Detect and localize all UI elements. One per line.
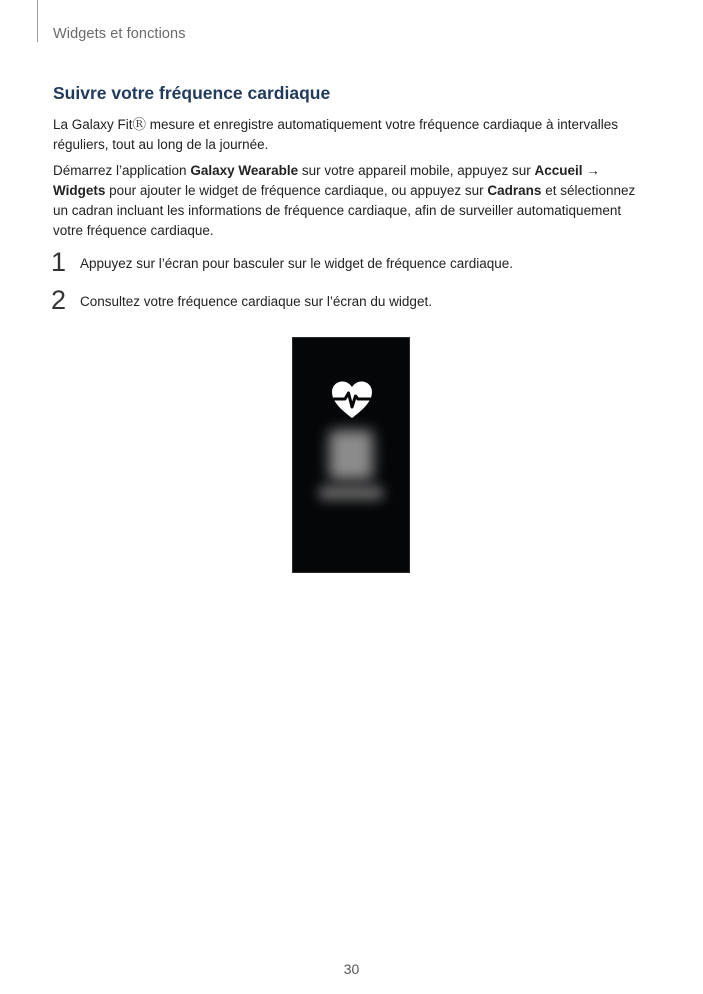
arrow-separator: →	[582, 163, 600, 178]
page-number: 30	[343, 961, 360, 977]
step-item	[51, 247, 653, 289]
instructions-paragraph	[53, 161, 653, 241]
menu-widgets: Widgets	[53, 183, 106, 198]
heart-rate-icon	[330, 380, 374, 420]
step-number: 2	[51, 285, 67, 315]
section-title: Suivre votre fréquence cardiaque	[53, 83, 331, 103]
intro-paragraph: La Galaxy FitⓇ mesure et enregistre automatiquement votre fréquence cardiaque à intervalles réguliers, tout au long de la journée.	[53, 117, 619, 152]
heart-rate-value-blurred	[329, 430, 373, 480]
heart-rate-unit-blurred	[319, 486, 383, 500]
content	[53, 115, 653, 327]
instructions-text-2: sur votre appareil mobile, appuyez sur	[298, 163, 535, 178]
instructions-text-4: et sélectionnez un cadran incluant les informations de fréquence cardiaque, afin de surveiller automatiquement votre fréquence cardiaque.	[53, 183, 636, 238]
step-text: Consultez votre fréquence cardiaque sur l’écran du widget.	[80, 294, 432, 309]
step-item	[51, 285, 653, 327]
corner-mark	[37, 0, 38, 42]
menu-accueil: Accueil	[534, 163, 583, 178]
instructions-text-1: Démarrez l’application	[53, 163, 191, 178]
steps-list	[51, 247, 653, 327]
running-header: Widgets et fonctions	[53, 26, 186, 42]
step-text: Appuyez sur l’écran pour basculer sur le widget de fréquence cardiaque.	[80, 256, 514, 271]
instructions-text-3: pour ajouter le widget de fréquence cardiaque, ou appuyez sur	[105, 183, 488, 198]
menu-cadrans: Cadrans	[487, 183, 542, 198]
app-name-galaxy-wearable: Galaxy Wearable	[190, 163, 299, 178]
watch-screen-illustration	[292, 337, 410, 573]
step-number: 1	[51, 247, 67, 277]
